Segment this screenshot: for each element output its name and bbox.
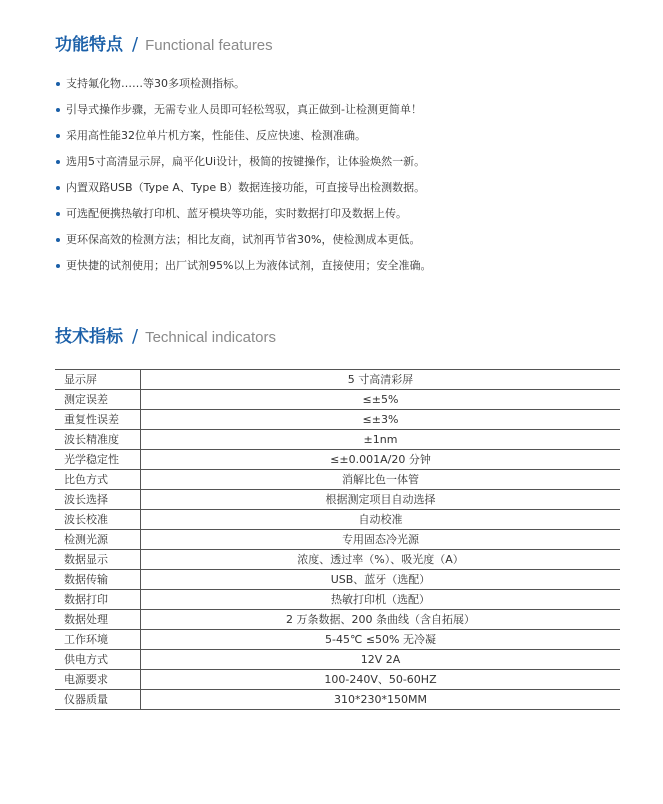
spec-value: 根据测定项目自动选择	[141, 490, 621, 510]
spec-label: 波长选择	[55, 490, 141, 510]
features-list	[56, 74, 431, 282]
spec-label: 测定误差	[55, 390, 141, 410]
spec-label: 波长校准	[55, 510, 141, 530]
table-row	[55, 610, 620, 630]
spec-label: 光学稳定性	[55, 450, 141, 470]
spec-label: 数据打印	[55, 590, 141, 610]
spec-value: ≤±3%	[141, 410, 621, 430]
spec-value: ≤±0.001A/20 分钟	[141, 450, 621, 470]
table-row	[55, 690, 620, 710]
spec-value: 5-45℃ ≤50% 无冷凝	[141, 630, 621, 650]
specs-table	[55, 369, 620, 710]
title-slash: /	[132, 326, 139, 347]
table-row	[55, 390, 620, 410]
feature-item	[56, 178, 431, 204]
table-row	[55, 570, 620, 590]
bullet-dot-icon	[56, 134, 60, 138]
spec-value: 12V 2A	[141, 650, 621, 670]
specs-title-en: Technical indicators	[145, 329, 276, 346]
spec-value: 专用固态冷光源	[141, 530, 621, 550]
table-row	[55, 550, 620, 570]
feature-text: 采用高性能32位单片机方案，性能佳、反应快速、检测准确。	[66, 129, 366, 142]
table-row	[55, 410, 620, 430]
spec-value: 310*230*150MM	[141, 690, 621, 710]
features-title-en: Functional features	[145, 37, 273, 54]
title-slash: /	[132, 34, 139, 55]
features-title-cn: 功能特点	[55, 35, 123, 55]
feature-item	[56, 100, 431, 126]
spec-value: 100-240V、50-60HZ	[141, 670, 621, 690]
feature-item	[56, 256, 431, 282]
spec-label: 重复性误差	[55, 410, 141, 430]
specs-title-cn: 技术指标	[55, 327, 123, 347]
spec-label: 比色方式	[55, 470, 141, 490]
table-row	[55, 670, 620, 690]
feature-item	[56, 204, 431, 230]
spec-value: USB、蓝牙（选配）	[141, 570, 621, 590]
feature-item	[56, 126, 431, 152]
feature-text: 内置双路USB（Type A、Type B）数据连接功能，可直接导出检测数据。	[66, 181, 426, 194]
spec-label: 波长精准度	[55, 430, 141, 450]
spec-label: 数据显示	[55, 550, 141, 570]
spec-value: ≤±5%	[141, 390, 621, 410]
feature-text: 选用5寸高清显示屏，扁平化Ui设计，极简的按键操作，让体验焕然一新。	[66, 155, 426, 168]
table-row	[55, 490, 620, 510]
table-row	[55, 590, 620, 610]
feature-text: 可选配便携热敏打印机、蓝牙模块等功能，实时数据打印及数据上传。	[66, 207, 407, 220]
feature-text: 更快捷的试剂使用；出厂试剂95%以上为液体试剂，直接使用；安全准确。	[66, 259, 432, 272]
features-section-title	[55, 30, 273, 55]
spec-label: 工作环境	[55, 630, 141, 650]
table-row	[55, 450, 620, 470]
specs-section-title	[55, 322, 276, 347]
spec-value: ±1nm	[141, 430, 621, 450]
feature-text: 更环保高效的检测方法；相比友商，试剂再节省30%，使检测成本更低。	[66, 233, 421, 246]
bullet-dot-icon	[56, 160, 60, 164]
spec-label: 数据传输	[55, 570, 141, 590]
bullet-dot-icon	[56, 264, 60, 268]
feature-item	[56, 152, 431, 178]
spec-label: 显示屏	[55, 370, 141, 390]
spec-value: 2 万条数据、200 条曲线（含自拓展）	[141, 610, 621, 630]
table-row	[55, 470, 620, 490]
spec-value: 热敏打印机（选配）	[141, 590, 621, 610]
table-row	[55, 510, 620, 530]
spec-label: 检测光源	[55, 530, 141, 550]
spec-value: 浓度、透过率（%）、吸光度（A）	[141, 550, 621, 570]
feature-text: 引导式操作步骤，无需专业人员即可轻松驾驭，真正做到-让检测更简单！	[66, 103, 422, 116]
bullet-dot-icon	[56, 212, 60, 216]
bullet-dot-icon	[56, 238, 60, 242]
spec-value: 5 寸高清彩屏	[141, 370, 621, 390]
feature-item	[56, 230, 431, 256]
spec-value: 消解比色一体管	[141, 470, 621, 490]
table-row	[55, 630, 620, 650]
table-row	[55, 530, 620, 550]
table-row	[55, 430, 620, 450]
table-row	[55, 370, 620, 390]
table-row	[55, 650, 620, 670]
feature-item	[56, 74, 431, 100]
spec-label: 仪器质量	[55, 690, 141, 710]
bullet-dot-icon	[56, 82, 60, 86]
spec-label: 电源要求	[55, 670, 141, 690]
feature-text: 支持氟化物……等30多项检测指标。	[66, 77, 245, 90]
bullet-dot-icon	[56, 186, 60, 190]
spec-value: 自动校准	[141, 510, 621, 530]
spec-label: 供电方式	[55, 650, 141, 670]
spec-label: 数据处理	[55, 610, 141, 630]
bullet-dot-icon	[56, 108, 60, 112]
